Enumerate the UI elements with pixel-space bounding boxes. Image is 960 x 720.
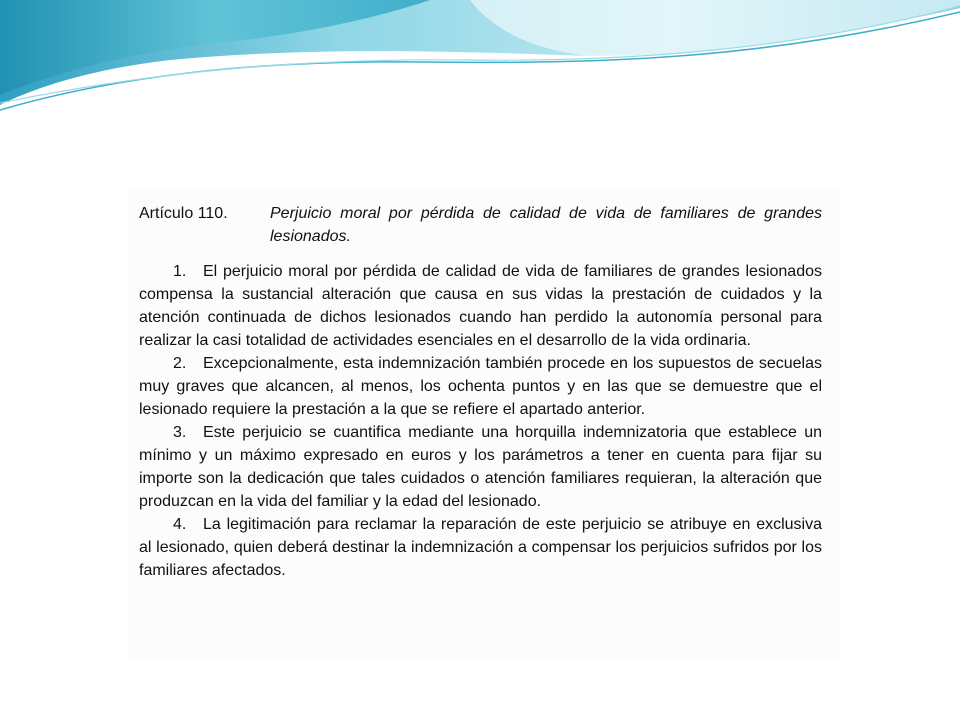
- paragraph-3: [139, 421, 822, 513]
- paragraph-1: [139, 260, 822, 352]
- paragraph-number: 4.: [173, 516, 187, 533]
- document-panel: [127, 190, 840, 660]
- paragraph-number: 1.: [173, 263, 187, 280]
- paragraph-4: [139, 513, 822, 582]
- paragraph-text: El perjuicio moral por pérdida de calidad de vida de familiares de grandes lesionados compensa la sustancial alteración que causa en sus vidas la prestación de cuidados y la atención continuada de dichos lesionados cuando han perdido la autonomía personal para realizar la casi totalidad de actividades esenciales en el desarrollo de la vida ordinaria.: [139, 263, 822, 349]
- article-heading: [139, 202, 822, 248]
- paragraph-number: 2.: [173, 355, 187, 372]
- article-label: Artículo 110.: [139, 205, 228, 222]
- paragraph-text: Excepcionalmente, esta indemnización también procede en los supuestos de secuelas muy graves que alcancen, al menos, los ochenta puntos y en las que se demuestre que el lesionado requiere la prestación a la que se refiere el apartado anterior.: [139, 355, 822, 418]
- paragraph-text: Este perjuicio se cuantifica mediante una horquilla indemnizatoria que establece un mínimo y un máximo expresado en euros y los parámetros a tener en cuenta para fijar su importe son la dedicación que tales cuidados o atención familiares requieran, la alteración que produzcan en la vida del familiar y la edad del lesionado.: [139, 424, 822, 510]
- article-title: Perjuicio moral por pérdida de calidad de vida de familiares de grandes lesionados.: [270, 205, 822, 245]
- header-wave-decoration: [0, 0, 960, 115]
- paragraph-number: 3.: [173, 424, 187, 441]
- paragraph-text: La legitimación para reclamar la reparación de este perjuicio se atribuye en exclusiva al lesionado, quien deberá destinar la indemnización a compensar los perjuicios sufridos por los familiares afectados.: [139, 516, 822, 579]
- paragraph-2: [139, 352, 822, 421]
